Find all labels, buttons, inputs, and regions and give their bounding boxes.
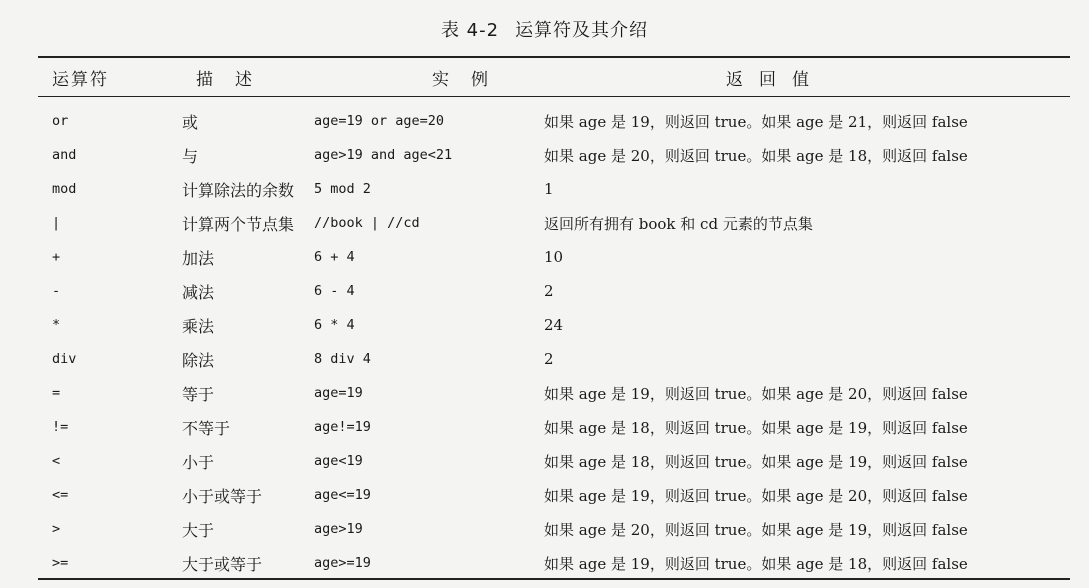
description-cell: 或 [182,112,199,132]
table-row [38,96,1070,138]
example-cell: //book | //cd [314,215,420,231]
table-row [38,376,1070,410]
example-cell: age=19 or age=20 [314,113,445,129]
operator-cell: and [52,147,77,163]
table-row [38,240,1070,274]
description-cell: 除法 [182,350,215,370]
table-number: 表 4-2 [440,20,500,41]
operator-cell: = [52,385,61,401]
return-value-cell: 如果 age 是 19，则返回 true。如果 age 是 18，则返回 false [544,554,968,573]
operator-cell: + [52,249,61,265]
header-description: 描述 [196,69,274,90]
example-cell: 6 * 4 [314,317,355,333]
operator-cell: <= [52,487,69,503]
operator-cell: div [52,351,77,367]
return-value-cell: 如果 age 是 20，则返回 true。如果 age 是 18，则返回 false [544,146,968,165]
return-value-cell: 2 [544,350,554,368]
example-cell: age<=19 [314,487,371,503]
return-value-cell: 10 [544,248,564,266]
table-row [38,546,1070,580]
description-cell: 等于 [182,384,215,404]
table-row [38,172,1070,206]
table-row [38,308,1070,342]
description-cell: 大于 [182,520,215,540]
description-cell: 小于或等于 [182,486,263,506]
operator-cell: or [52,113,69,129]
table-caption [0,16,1089,42]
return-value-cell: 如果 age 是 18，则返回 true。如果 age 是 19，则返回 false [544,418,968,437]
operator-cell: != [52,419,69,435]
example-cell: age=19 [314,385,363,401]
example-cell: 6 + 4 [314,249,355,265]
example-cell: 6 - 4 [314,283,355,299]
operator-cell: > [52,521,61,537]
return-value-cell: 24 [544,316,564,334]
operator-cell: - [52,283,61,299]
description-cell: 与 [182,146,199,166]
description-cell: 不等于 [182,418,231,438]
operator-cell: mod [52,181,77,197]
return-value-cell: 如果 age 是 19，则返回 true。如果 age 是 20，则返回 false [544,384,968,403]
operator-cell: < [52,453,61,469]
header-operator: 运算符 [52,69,109,90]
example-cell: age<19 [314,453,363,469]
operator-cell: | [52,215,61,231]
table-row [38,206,1070,240]
description-cell: 乘法 [182,316,215,336]
return-value-cell: 如果 age 是 19，则返回 true。如果 age 是 21，则返回 false [544,112,968,131]
header-return-value: 返回值 [726,69,825,90]
description-cell: 计算除法的余数 [182,180,295,200]
table-title: 运算符及其介绍 [515,20,649,41]
table-row [38,138,1070,172]
operator-cell: >= [52,555,69,571]
table-row [38,444,1070,478]
description-cell: 大于或等于 [182,554,263,574]
return-value-cell: 1 [544,180,554,198]
return-value-cell: 2 [544,282,554,300]
description-cell: 计算两个节点集 [182,214,295,234]
return-value-cell: 如果 age 是 20，则返回 true。如果 age 是 19，则返回 false [544,520,968,539]
description-cell: 减法 [182,282,215,302]
example-cell: age!=19 [314,419,371,435]
table-row [38,342,1070,376]
description-cell: 小于 [182,452,215,472]
table-row [38,410,1070,444]
operator-cell: * [52,317,61,333]
return-value-cell: 如果 age 是 18，则返回 true。如果 age 是 19，则返回 false [544,452,968,471]
table-row [38,478,1070,512]
description-cell: 加法 [182,248,215,268]
example-cell: 8 div 4 [314,351,371,367]
table-row [38,512,1070,546]
return-value-cell: 如果 age 是 19，则返回 true。如果 age 是 20，则返回 false [544,486,968,505]
table-header-row [38,58,1070,96]
table-row [38,274,1070,308]
example-cell: age>19 and age<21 [314,147,453,163]
return-value-cell: 返回所有拥有 book 和 cd 元素的节点集 [544,214,813,233]
operators-table [38,58,1070,580]
example-cell: 5 mod 2 [314,181,371,197]
header-example: 实例 [432,69,510,90]
example-cell: age>=19 [314,555,371,571]
example-cell: age>19 [314,521,363,537]
